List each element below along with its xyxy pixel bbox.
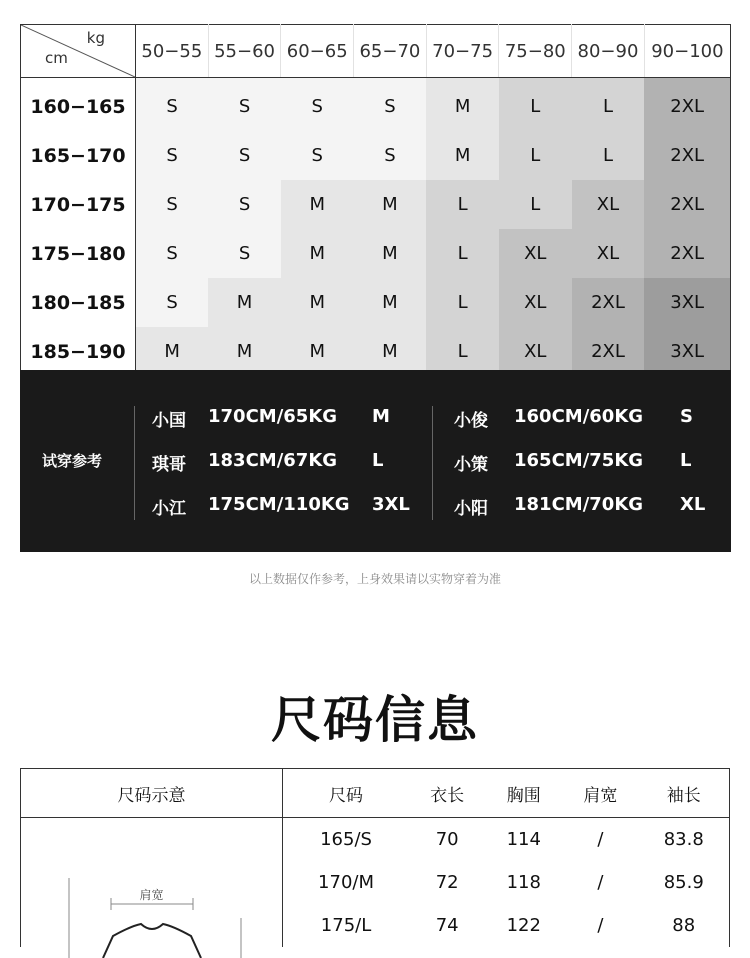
measurement-cell: 83.8 — [639, 818, 730, 862]
measurement-cell: 114 — [506, 829, 541, 850]
tester-measurements: 181CM/70KG — [514, 494, 644, 515]
size-chart-table — [20, 24, 731, 376]
height-range-cell: 165−170 — [21, 131, 136, 180]
size-cell: XL — [499, 327, 572, 376]
size-cell: M — [281, 278, 354, 327]
measurement-cell: 118 — [506, 872, 541, 893]
size-info-header: 肩宽 — [562, 769, 638, 818]
try-on-label: 试穿参考 — [42, 452, 103, 470]
size-label-cell: 170/M — [318, 872, 374, 893]
tester-measurements: 160CM/60KG — [514, 406, 644, 427]
size-cell: M — [354, 327, 427, 376]
size-cell: 3XL — [644, 327, 730, 376]
size-label-cell: 175/L — [320, 915, 372, 936]
disclaimer-note: 以上数据仅作参考，上身效果请以实物穿着为准 — [248, 572, 501, 586]
tester-name: 小阳 — [454, 499, 488, 519]
size-cell: S — [136, 131, 209, 180]
size-info-row — [21, 818, 730, 862]
size-info-title: 尺码信息 — [271, 691, 479, 749]
size-info-header: 衣长 — [409, 769, 485, 818]
height-range-cell: 180−185 — [21, 278, 136, 327]
weight-range-header: 65−70 — [354, 25, 427, 78]
size-chart-row — [21, 180, 731, 229]
divider-line — [432, 406, 433, 520]
size-cell: M — [208, 327, 281, 376]
height-range-cell: 185−190 — [21, 327, 136, 376]
size-cell: M — [426, 78, 499, 132]
size-cell: S — [136, 180, 209, 229]
size-cell: M — [281, 180, 354, 229]
measurement-cell: / — [597, 872, 604, 893]
size-cell: S — [354, 78, 427, 132]
weight-range-header: 70−75 — [426, 25, 499, 78]
tester-size: 3XL — [372, 494, 410, 515]
tester-size: L — [372, 450, 384, 471]
size-cell: M — [281, 327, 354, 376]
size-cell: S — [354, 131, 427, 180]
diagram-header: 尺码示意 — [21, 769, 283, 818]
try-on-reference-panel — [20, 370, 731, 552]
size-cell: M — [426, 131, 499, 180]
tester-name: 小国 — [152, 411, 186, 431]
tester-measurements: 165CM/75KG — [514, 450, 644, 471]
size-cell: L — [426, 327, 499, 376]
tester-size: S — [680, 406, 693, 427]
size-cell: 2XL — [572, 327, 645, 376]
size-cell: XL — [499, 229, 572, 278]
measurement-cell: 74 — [435, 915, 459, 936]
tester-name: 小俊 — [454, 411, 488, 431]
size-chart-row — [21, 327, 731, 376]
size-info-header-row — [21, 769, 730, 818]
size-cell: L — [499, 131, 572, 180]
size-cell: S — [281, 131, 354, 180]
corner-diagonal-line — [21, 25, 135, 77]
unit-corner-cell — [21, 25, 136, 78]
size-chart-row — [21, 278, 731, 327]
size-cell: L — [426, 180, 499, 229]
size-cell: XL — [572, 180, 645, 229]
measurement-cell: 72 — [435, 872, 459, 893]
measurement-cell: / — [597, 829, 604, 850]
size-cell: L — [426, 229, 499, 278]
weight-unit-label: kg — [86, 29, 105, 47]
size-info-header: 袖长 — [639, 769, 730, 818]
weight-header-row — [21, 25, 731, 78]
size-diagram-cell — [21, 818, 283, 948]
size-cell: S — [281, 78, 354, 132]
size-cell: S — [208, 180, 281, 229]
size-label-cell: 165/S — [320, 829, 372, 850]
tester-size: XL — [680, 494, 706, 515]
tester-name: 小策 — [454, 455, 488, 475]
tester-size: M — [372, 406, 390, 427]
size-cell: S — [208, 131, 281, 180]
weight-range-header: 90−100 — [644, 25, 730, 78]
size-cell: L — [426, 278, 499, 327]
size-chart-row — [21, 131, 731, 180]
tester-name: 琪哥 — [152, 455, 186, 475]
size-cell: S — [136, 278, 209, 327]
size-cell: L — [499, 180, 572, 229]
size-info-header: 尺码 — [283, 769, 410, 818]
measurement-cell: 122 — [506, 915, 541, 936]
tester-name: 小江 — [152, 499, 186, 519]
height-range-cell: 160−165 — [21, 78, 136, 132]
size-cell: XL — [572, 229, 645, 278]
divider-line — [134, 406, 135, 520]
tester-measurements: 175CM/110KG — [208, 494, 350, 515]
measurement-cell: 70 — [435, 829, 459, 850]
weight-range-header: 55−60 — [208, 25, 281, 78]
size-cell: 2XL — [644, 180, 730, 229]
size-cell: L — [572, 78, 645, 132]
size-cell: L — [572, 131, 645, 180]
size-cell: 2XL — [644, 229, 730, 278]
height-range-cell: 175−180 — [21, 229, 136, 278]
tester-size: L — [680, 450, 692, 471]
size-cell: 2XL — [572, 278, 645, 327]
size-chart-row — [21, 229, 731, 278]
weight-range-header: 80−90 — [572, 25, 645, 78]
size-cell: 2XL — [644, 78, 730, 132]
size-cell: M — [281, 229, 354, 278]
size-cell: 3XL — [644, 278, 730, 327]
measurement-cell: / — [597, 915, 604, 936]
tester-measurements: 170CM/65KG — [208, 406, 338, 427]
shoulder-width-label: 肩宽 — [139, 888, 164, 902]
size-cell: 2XL — [644, 131, 730, 180]
size-cell: M — [136, 327, 209, 376]
measurement-cell: 88 — [639, 904, 730, 947]
size-cell: M — [354, 278, 427, 327]
size-cell: L — [499, 78, 572, 132]
size-cell: M — [208, 278, 281, 327]
size-info-header: 胸围 — [485, 769, 562, 818]
size-chart-row — [21, 78, 731, 132]
height-range-cell: 170−175 — [21, 180, 136, 229]
size-cell: XL — [499, 278, 572, 327]
measurement-cell: 85.9 — [639, 861, 730, 904]
size-info-table — [20, 768, 730, 947]
size-cell: S — [208, 78, 281, 132]
tester-measurements: 183CM/67KG — [208, 450, 338, 471]
size-cell: S — [208, 229, 281, 278]
size-cell: M — [354, 229, 427, 278]
weight-range-header: 60−65 — [281, 25, 354, 78]
weight-range-header: 50−55 — [136, 25, 209, 78]
weight-range-header: 75−80 — [499, 25, 572, 78]
size-cell: S — [136, 229, 209, 278]
size-cell: M — [354, 180, 427, 229]
height-unit-label: cm — [45, 49, 68, 67]
size-cell: S — [136, 78, 209, 132]
